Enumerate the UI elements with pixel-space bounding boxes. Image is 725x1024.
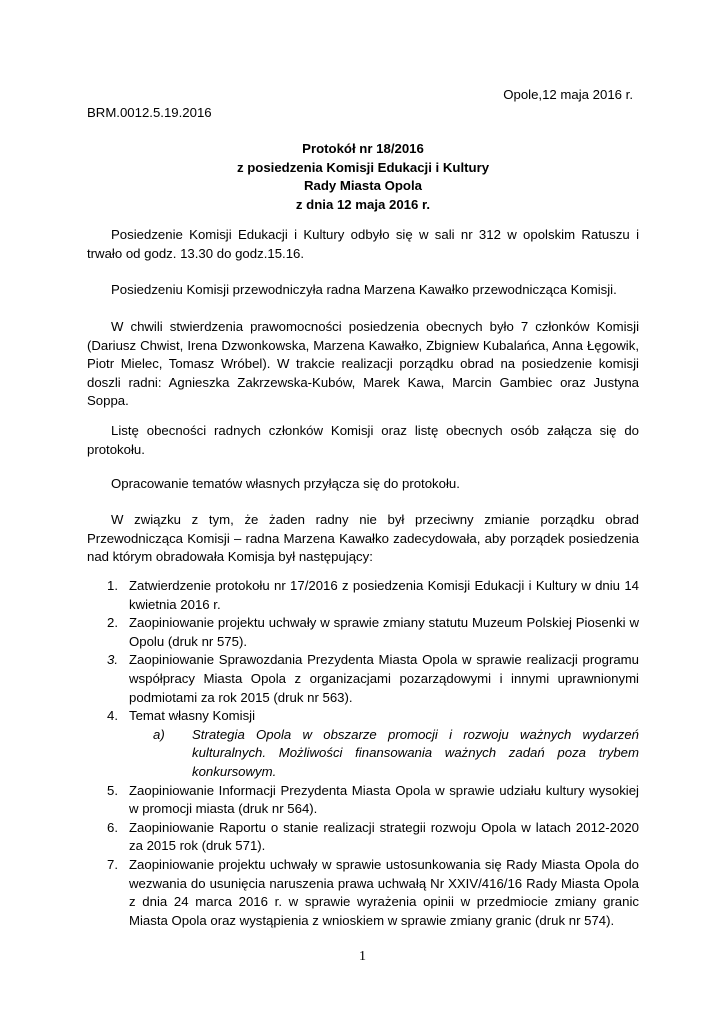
paragraph-attendance: W chwili stwierdzenia prawomocności posiedzenia obecnych było 7 członków Komisji (Dariusz Chwist, Irena Dzwonkowska, Marzena Kawałko, Zbigniew Kubalańca, Anna Łęgowik, Piotr Mielec, Tomasz Wróbel). W trakcie realizacji porządku obrad na posiedzenie komisji doszli radni: Agnieszka Zakrzewska-Kubów, Marek Kawa, Marcin Gambiec oraz Justyna Soppa. (87, 319, 639, 409)
document-title (87, 140, 639, 214)
document-reference-number: BRM.0012.5.19.2016 (87, 105, 212, 120)
page-number: 1 (359, 949, 366, 964)
title-line-4: z dnia 12 maja 2016 r. (295, 196, 431, 212)
agenda-item: 7. Zaopiniowanie projektu uchwały w sprawie ustosunkowania się Rady Miasta Opola do wezwania do usunięcia naruszenia prawa uchwałą Nr XXIV/416/16 Rady Miasta Opola z dnia 24 marca 2016 r. w sprawie wyrażenia opinii w przedmiocie zmiany granic Miasta Opola oraz wystąpienia z wnioskiem w sprawie zmiany granic (druk nr 574). (107, 856, 639, 928)
title-line-2: z posiedzenia Komisji Edukacji i Kultury (236, 159, 490, 175)
paragraph-meeting-place: Posiedzenie Komisji Edukacji i Kultury odbyło się w sali nr 312 w opolskim Ratuszu i trwało od godz. 13.30 do godz.15.16. (87, 227, 639, 261)
paragraph-chairperson: Posiedzeniu Komisji przewodniczyła radna Marzena Kawałko przewodnicząca Komisji. (111, 282, 617, 297)
agenda-item: 6. Zaopiniowanie Raportu o stanie realizacji strategii rozwoju Opola w latach 2012-2020 za 2015 rok (druk 571). (107, 819, 639, 854)
title-line-1: Protokół nr 18/2016 (302, 141, 424, 156)
paragraph-agenda-intro: W związku z tym, że żaden radny nie był przeciwny zmianie porządku obrad Przewodnicząca Komisji – radna Marzena Kawałko zadecydowała, aby porządek posiedzenia nad którym obradowała Komisja był następujący: (87, 512, 639, 565)
paragraph-attendance-list: Listę obecności radnych członków Komisji oraz listę obecnych osób załącza się do protokołu. (87, 423, 639, 457)
agenda-item: 3. Zaopiniowanie Sprawozdania Prezydenta Miasta Opola w sprawie realizacji programu współpracy Miasta Opola z organizacjami pozarządowymi i innymi uprawnionymi podmiotami za rok 2015 (druk nr 563). (107, 652, 639, 705)
agenda-list (87, 577, 639, 930)
agenda-item: 5. Zaopiniowanie Informacji Prezydenta Miasta Opola w sprawie udziału kultury wysokiej w promocji miasta (druk nr 564). (107, 782, 639, 817)
agenda-subitem: a) Strategia Opola w obszarze promocji i rozwoju ważnych wydarzeń kulturalnych. Możliwości finansowania ważnych zadań poza trybem konkursowym. (153, 726, 639, 779)
agenda-item: 2. Zaopiniowanie projektu uchwały w sprawie zmiany statutu Muzeum Polskiej Piosenki w Opolu (druk nr 575). (107, 615, 639, 649)
agenda-item: 4. Temat własny Komisji a) Strategia Opola w obszarze promocji i rozwoju ważnych wydarzeń kulturalnych. Możliwości finansowania ważnych zadań poza trybem konkursowym. (87, 707, 639, 781)
document-date: Opole,12 maja 2016 r. (503, 87, 633, 102)
agenda-item: 1. Zatwierdzenie protokołu nr 17/2016 z posiedzenia Komisji Edukacji i Kultury w dniu 14 kwietnia 2016 r. (107, 578, 639, 612)
title-line-3: Rady Miasta Opola (304, 178, 422, 194)
paragraph-own-topics: Opracowanie tematów własnych przyłącza się do protokołu. (111, 476, 460, 491)
